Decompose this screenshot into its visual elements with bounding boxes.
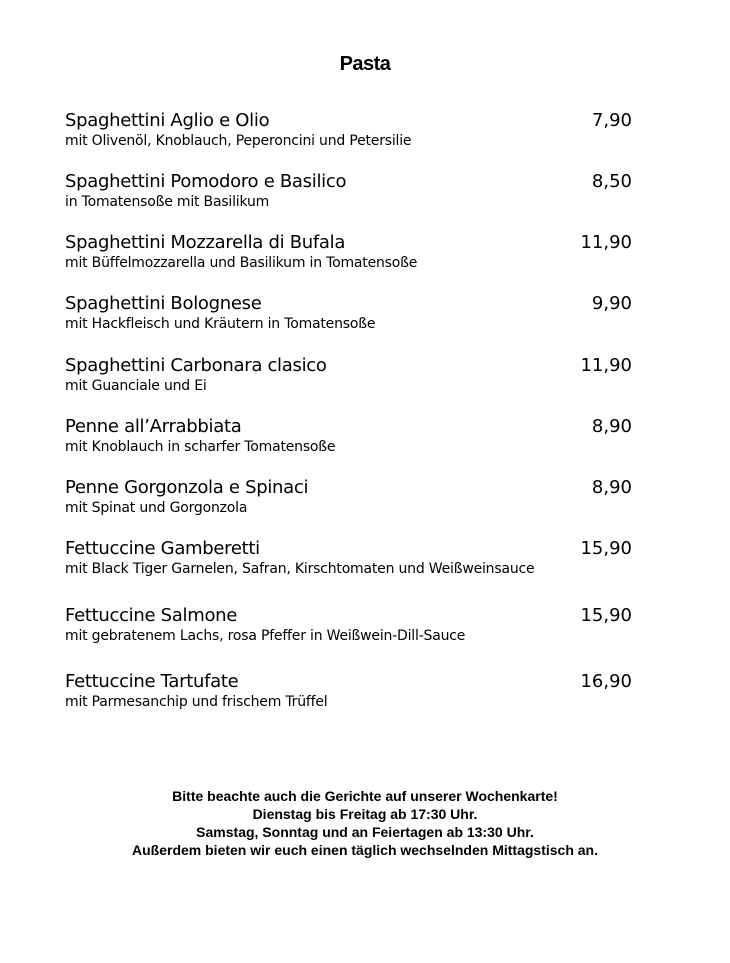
item-price: 8,50 bbox=[591, 171, 632, 192]
item-name: Penne all’Arrabbiata bbox=[65, 416, 242, 437]
item-name: Penne Gorgonzola e Spinaci bbox=[65, 477, 309, 498]
item-description: mit Black Tiger Garnelen, Safran, Kirschtomaten und Weißweinsauce bbox=[65, 561, 535, 577]
item-name: Spaghettini Mozzarella di Bufala bbox=[65, 232, 346, 253]
item-price: 7,90 bbox=[591, 110, 632, 131]
footer-line: Außerdem bieten wir euch einen täglich wechselnden Mittagstisch an. bbox=[132, 842, 598, 858]
item-price: 15,90 bbox=[580, 538, 632, 559]
footer-line: Dienstag bis Freitag ab 17:30 Uhr. bbox=[252, 806, 478, 822]
item-price: 11,90 bbox=[580, 232, 632, 253]
footer-line: Bitte beachte auch die Gerichte auf unserer Wochenkarte! bbox=[172, 788, 558, 804]
item-price: 11,90 bbox=[580, 355, 632, 376]
item-price: 16,90 bbox=[580, 671, 632, 692]
item-description: mit gebratenem Lachs, rosa Pfeffer in Weißwein-Dill-Sauce bbox=[65, 628, 466, 644]
page-title: Pasta bbox=[339, 53, 391, 75]
item-description: mit Büffelmozzarella und Basilikum in Tomatensoße bbox=[65, 255, 418, 271]
item-name: Spaghettini Pomodoro e Basilico bbox=[65, 171, 347, 192]
item-description: in Tomatensoße mit Basilikum bbox=[65, 194, 270, 210]
item-name: Spaghettini Bolognese bbox=[65, 293, 262, 314]
item-description: mit Hackfleisch und Kräutern in Tomatensoße bbox=[65, 316, 376, 332]
item-name: Fettuccine Salmone bbox=[65, 605, 238, 626]
item-name: Fettuccine Gamberetti bbox=[65, 538, 260, 559]
item-price: 8,90 bbox=[591, 477, 632, 498]
item-description: mit Parmesanchip und frischem Trüffel bbox=[65, 694, 328, 710]
item-name: Spaghettini Carbonara clasico bbox=[65, 355, 327, 376]
item-description: mit Spinat und Gorgonzola bbox=[65, 500, 248, 516]
item-name: Spaghettini Aglio e Olio bbox=[65, 110, 270, 131]
footer-line: Samstag, Sonntag und an Feiertagen ab 13:30 Uhr. bbox=[196, 824, 534, 840]
item-price: 15,90 bbox=[580, 605, 632, 626]
item-price: 8,90 bbox=[591, 416, 632, 437]
item-description: mit Guanciale und Ei bbox=[65, 378, 207, 394]
item-price: 9,90 bbox=[591, 293, 632, 314]
footer-notice bbox=[0, 787, 730, 859]
item-description: mit Knoblauch in scharfer Tomatensoße bbox=[65, 439, 336, 455]
item-name: Fettuccine Tartufate bbox=[65, 671, 239, 692]
item-description: mit Olivenöl, Knoblauch, Peperoncini und Petersilie bbox=[65, 133, 412, 149]
